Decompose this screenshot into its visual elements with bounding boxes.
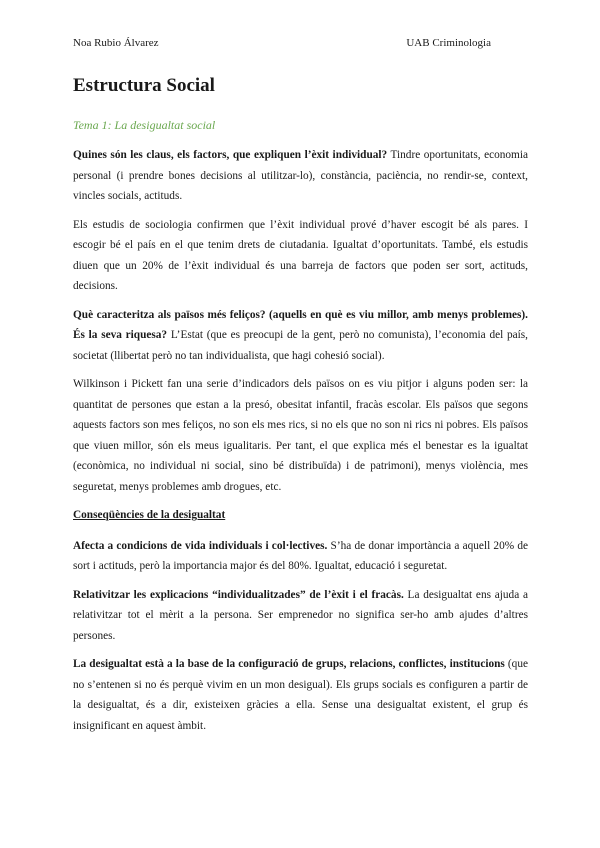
paragraph-text: Els estudis de sociologia confirmen que l’èxit individual prové d’haver escogit bé als pares. I escogir bé el país en el que tenim drets de ciutadania. Igualtat d’oportunitats. També, els estudis diuen que un 20% de l’èxit individual és una barreja de factors que poden ser sort, actituds, decisions. [73,218,528,292]
paragraph [73,305,528,367]
page-header [73,37,528,49]
document-title: Estructura Social [73,75,215,96]
paragraph [73,215,528,297]
paragraph-bold: La desigualtat està a la base de la configuració de grups, relacions, conflictes, institucions [73,658,505,670]
paragraph [73,536,528,577]
document-subtitle: Tema 1: La desigualtat social [73,118,216,132]
paragraph-bold: Què caracteritza als països més feliços? (aquells en què es viu millor, amb menys problemes). És la seva riquesa? [73,308,528,341]
section-heading: Conseqüències de la desigualtat [73,509,226,521]
paragraph [73,374,528,497]
paragraph-bold: Quines són les claus, els factors, que expliquen l’èxit individual? [73,149,388,161]
header-course: UAB Criminologia [406,37,491,49]
paragraph-bold: Afecta a condicions de vida individuals i col·lectives. [73,539,328,552]
paragraph [73,145,528,207]
document-body [73,145,528,744]
paragraph-text: S’ha de donar importància a aquell 20% de sort i actituds, però la importancia major és del 80%. Igualtat, educació i seguretat. [73,539,529,572]
paragraph-bold: Relativitzar les explicacions “individualitzades” de l’èxit i el fracàs. [73,588,404,601]
paragraph-text: (que no s’entenen si no és perquè vivim en un mon desigual). Els grups socials es configuren a partir de la desigualtat, és a dir, existeixen gràcies a ella. Sense una desigualtat existent, el grup és insignificant en aquest àmbit. [73,658,528,732]
paragraph-text: Tindre oportunitats, economia personal (i prendre bones decisions al utilitzar-lo), constància, paciència, no rendir-se, context, vincles socials, actituds. [73,149,528,202]
paragraph-text: Wilkinson i Pickett fan una serie d’indicadors dels països on es viu pitjor i alguns poden ser: la quantitat de persones que estan a la presó, obesitat infantil, fracàs escolar. Els països que segons aquests factors son mes feliços, no son els mes rics, si no els que no son ni rics ni pobres. Els països que viuen millor, són els meus igualitaris. Per tant, el que explica més el benestar es la igualtat (econòmica, no individual ni social, sino bé distribuïda) i de patrimoni), menys violència, mes seguretat, menys problemes amb drogues, etc. [73,378,528,493]
paragraph [73,585,528,647]
paragraph [73,654,528,736]
paragraph-text: La desigualtat ens ajuda a relativitzar tot el mèrit a la persona. Ser emprenedor no significa ser-ho amb ajudes d’altres persones. [73,588,528,642]
header-author: Noa Rubio Álvarez [73,37,159,49]
paragraph-text: L’Estat (que es preocupi de la gent, però no comunista), l’economia del país, societat (llibertat però no tan individualista, que hagi cohesió social). [73,329,528,362]
